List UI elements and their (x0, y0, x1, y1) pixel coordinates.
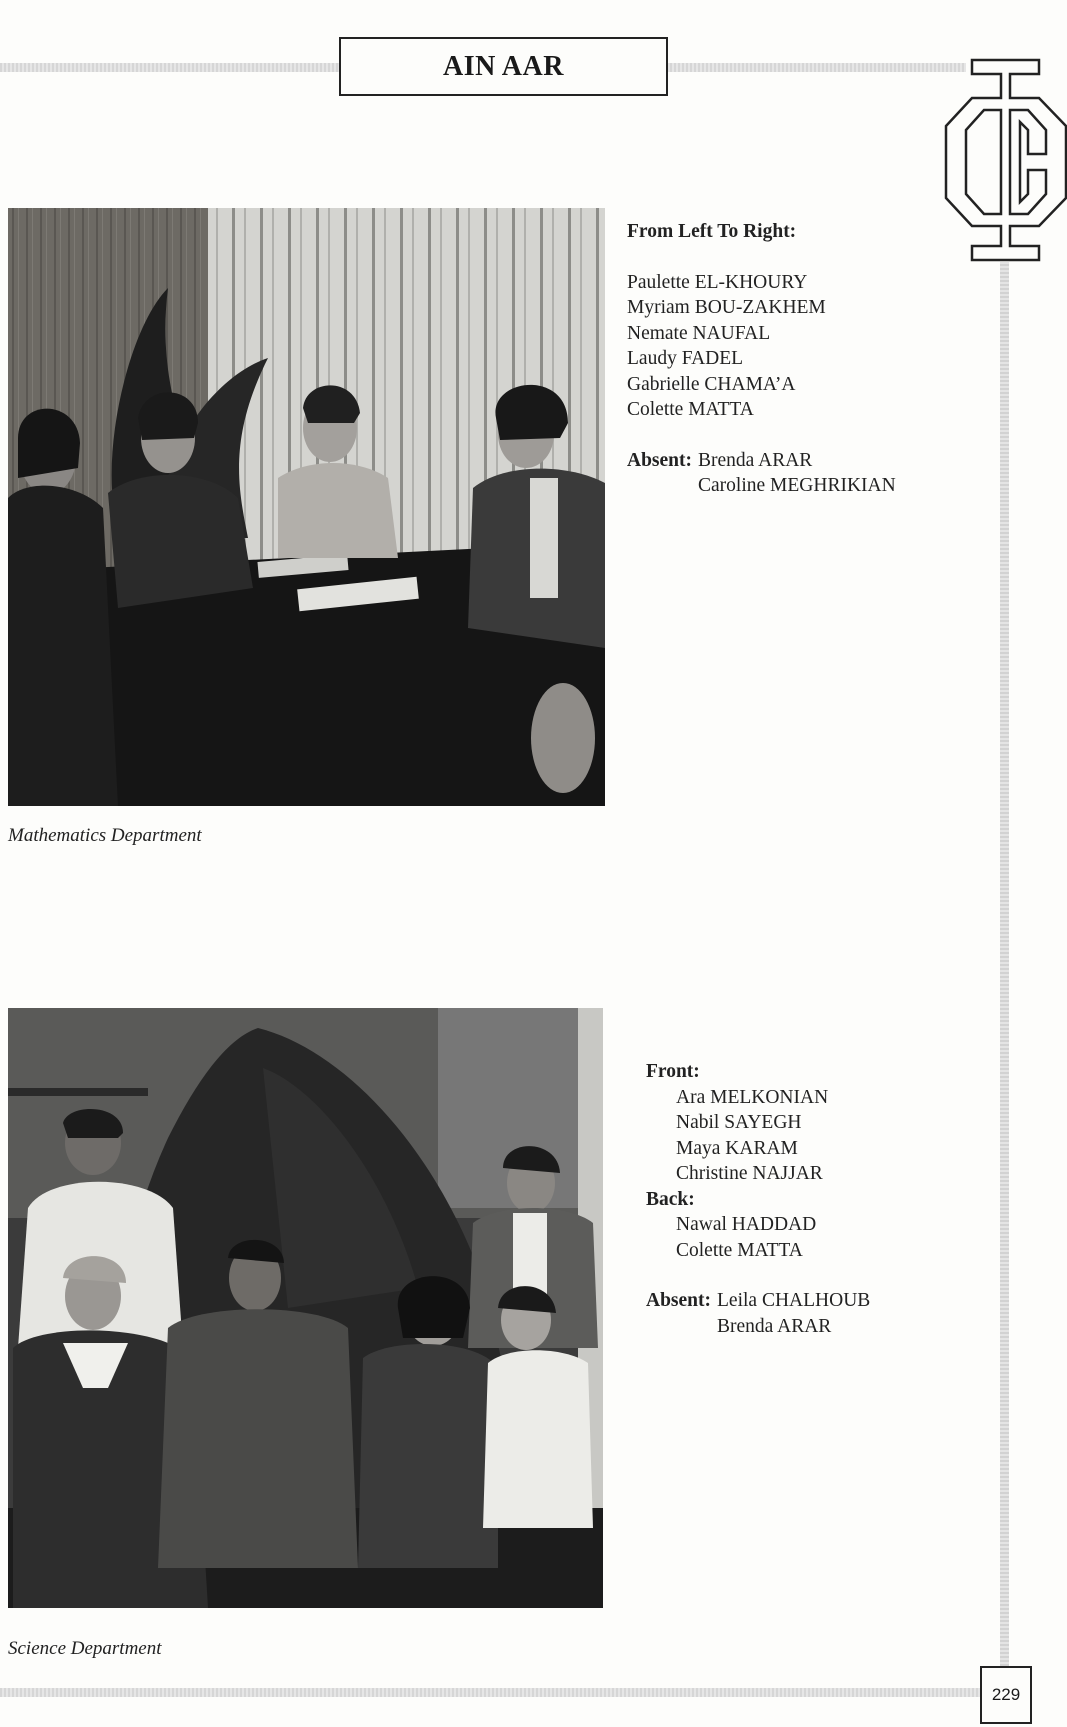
science-absent-label: Absent: (646, 1290, 712, 1311)
science-names-list (646, 1059, 870, 1339)
list-item: Laudy FADEL (627, 348, 744, 369)
mathematics-department-photo (8, 208, 605, 806)
header-rule-left (0, 63, 339, 72)
science-front-label: Front: (646, 1061, 700, 1082)
list-item: Brenda ARAR (717, 1315, 832, 1337)
list-item: Gabrielle CHAMA’A (627, 373, 796, 395)
science-absent-row (646, 1288, 870, 1339)
list-item: Caroline MEGHRIKIAN (698, 475, 896, 496)
list-item: Paulette EL-KHOURY (627, 271, 808, 293)
list-item: Colette MATTA (627, 399, 754, 420)
page-title (339, 37, 668, 96)
list-item: Brenda ARAR (698, 449, 813, 471)
school-monogram-logo (944, 58, 1067, 263)
list-item: Christine NAJJAR (676, 1163, 823, 1184)
math-intro-heading: From Left To Right: (627, 221, 797, 242)
mathematics-caption: Mathematics Department (8, 825, 202, 846)
list-item: Nemate NAUFAL (627, 322, 771, 344)
list-item: Maya KARAM (676, 1137, 798, 1159)
page-number-box (980, 1666, 1032, 1724)
mathematics-names-list (627, 219, 896, 499)
footer-rule (0, 1688, 980, 1697)
side-rule (1000, 262, 1009, 1666)
page-title-text: AIN AAR (443, 50, 564, 82)
list-item: Colette MATTA (676, 1239, 803, 1261)
list-item: Ara MELKONIAN (676, 1086, 829, 1108)
list-item: Myriam BOU-ZAKHEM (627, 297, 826, 318)
header-rule-right (666, 63, 966, 72)
list-item: Nabil SAYEGH (676, 1112, 802, 1133)
science-back-label: Back: (646, 1188, 695, 1210)
page-number: 229 (991, 1685, 1021, 1704)
list-item: Nawal HADDAD (676, 1214, 817, 1235)
list-item: Leila CHALHOUB (717, 1290, 871, 1311)
math-absent-label: Absent: (627, 449, 693, 471)
science-caption: Science Department (8, 1638, 162, 1659)
math-absent-row (627, 448, 896, 499)
science-department-photo (8, 1008, 603, 1608)
